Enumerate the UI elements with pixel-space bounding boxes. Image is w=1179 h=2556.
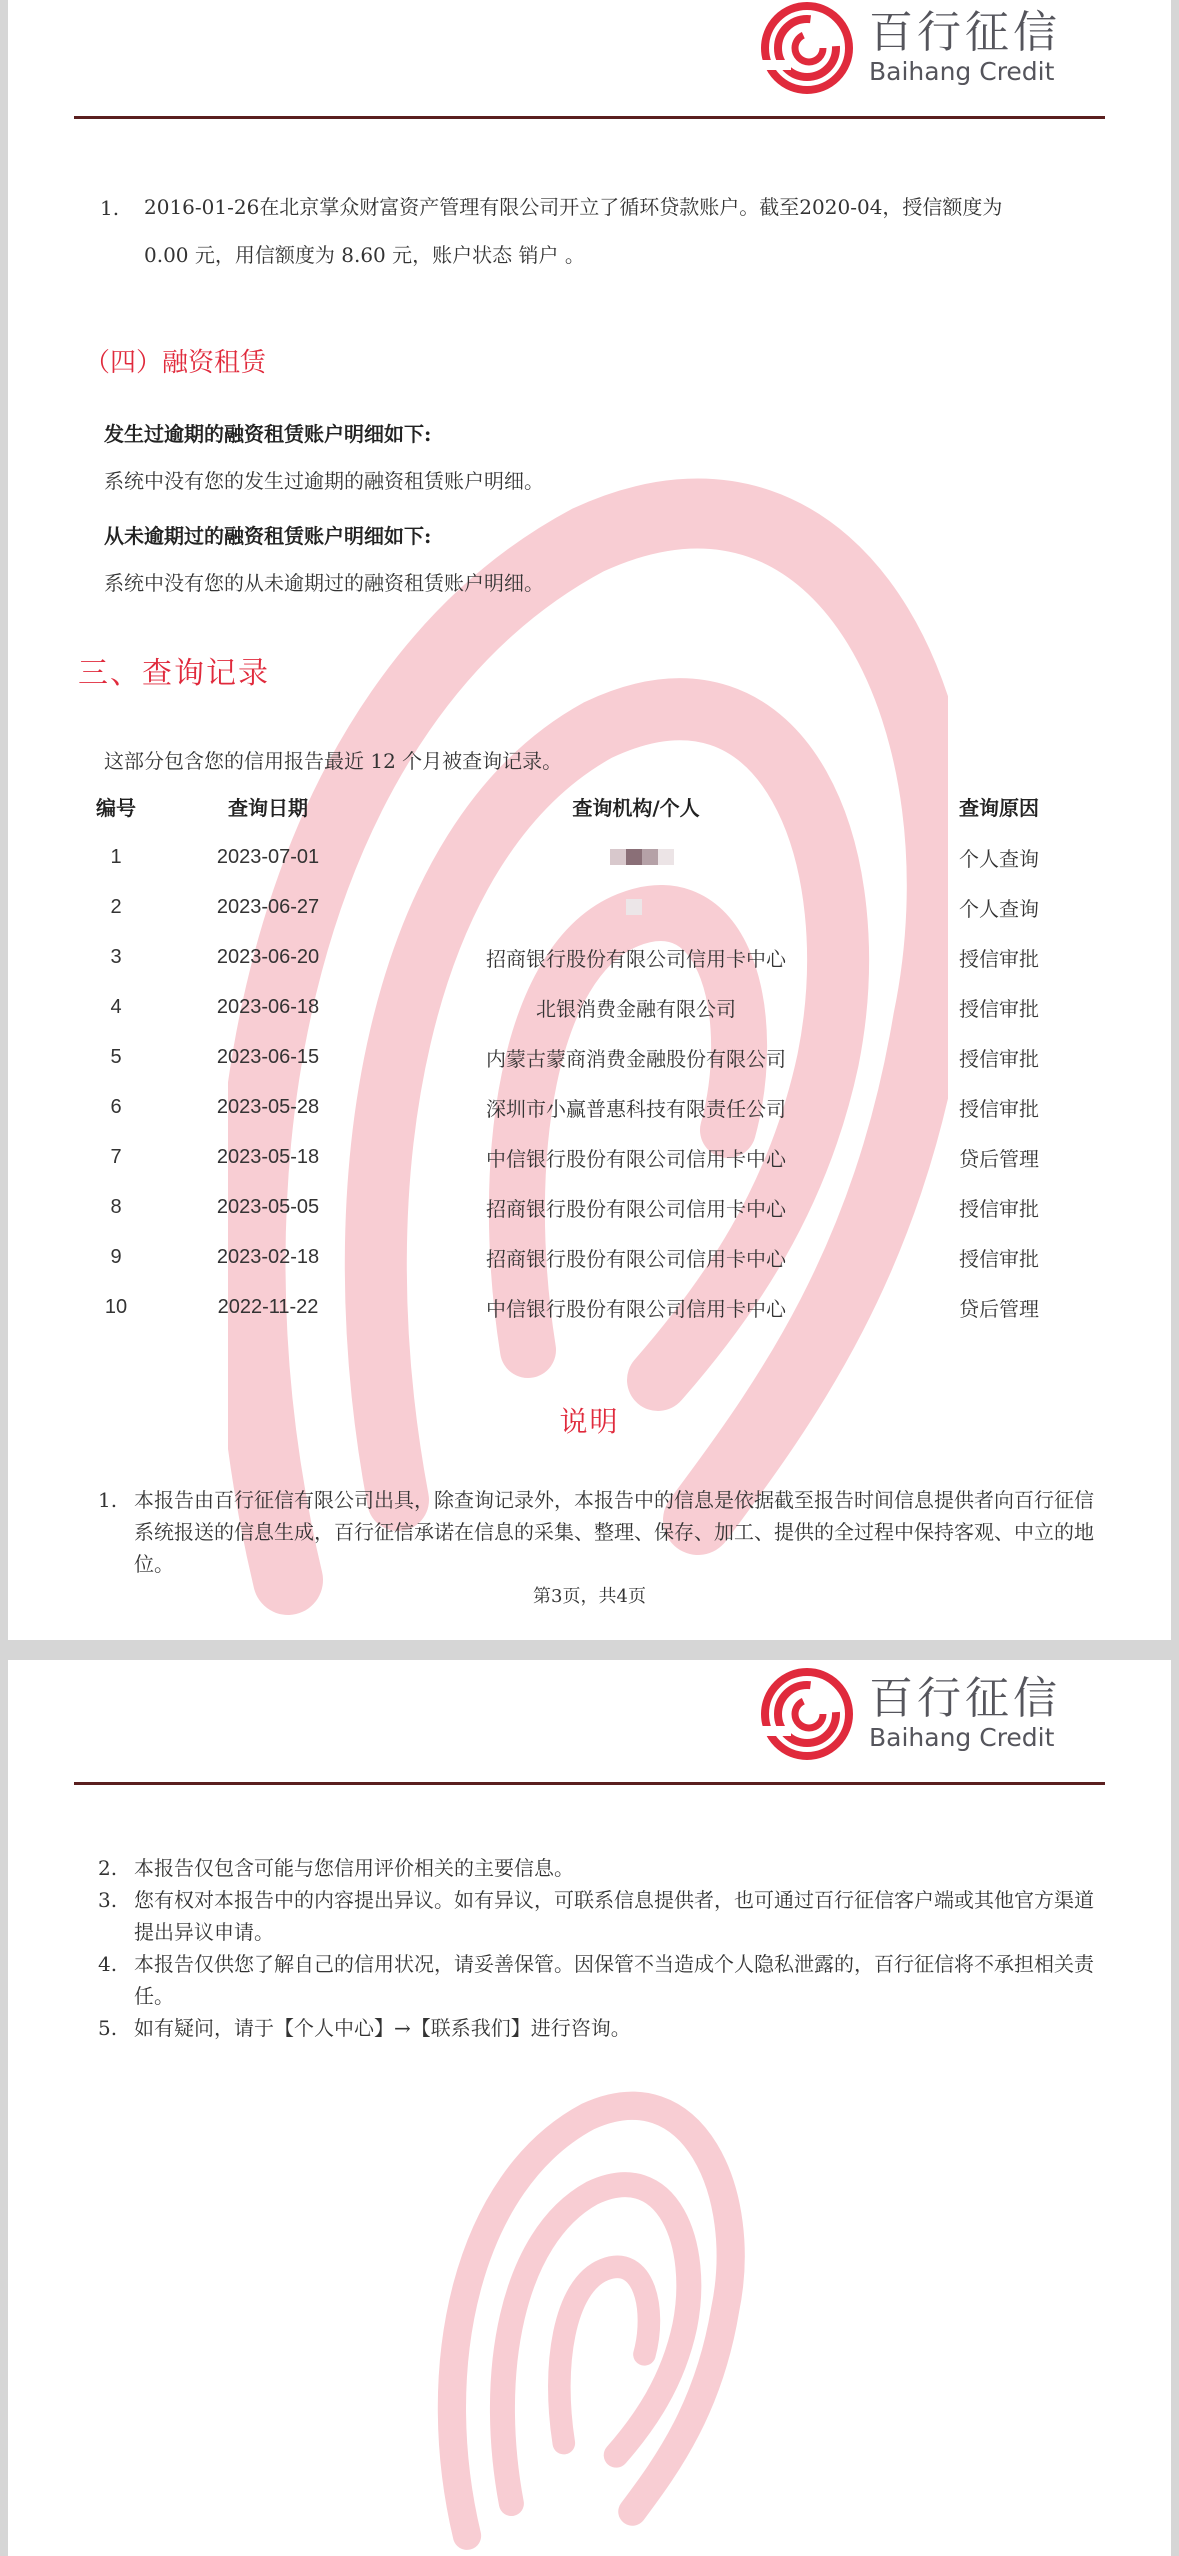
leasing-heading: （四）融资租赁 [84, 348, 267, 378]
item-number: 1. [100, 196, 120, 220]
note-text: 本报告仅供您了解自己的信用状况，请妥善保管。因保管不当造成个人隐私泄露的，百行征信将不承担相关责任。 [134, 1952, 1094, 2008]
note-number: 2. [98, 1856, 118, 1880]
table-row [74, 1082, 1104, 1132]
row-reason: 授信审批 [959, 996, 1039, 1021]
row-org: 中信银行股份有限公司信用卡中心 [486, 1146, 786, 1171]
row-date: 2023-02-18 [216, 1245, 320, 1268]
row-number: 1 [110, 845, 122, 868]
leasing-overdue-heading: 发生过逾期的融资租赁账户明细如下: [104, 422, 432, 446]
brand-name-en: Baihang Credit [869, 57, 1055, 86]
item-line-1: 2016-01-26在北京掌众财富资产管理有限公司开立了循环贷款账户。截至2020-04，授信额度为 [144, 195, 1003, 219]
row-org: 内蒙古蒙商消费金融股份有限公司 [486, 1046, 786, 1071]
column-header-reason: 查询原因 [959, 795, 1039, 820]
table-row [74, 1182, 1104, 1232]
column-header-date: 查询日期 [228, 797, 308, 820]
note-text: 您有权对本报告中的内容提出异议。如有异议，可联系信息提供者，也可通过百行征信客户端或其他官方渠道提出异议申请。 [134, 1888, 1094, 1944]
table-row [74, 1132, 1104, 1182]
note-item [98, 1484, 1108, 1580]
baihang-logo-icon [759, 0, 855, 96]
row-date: 2023-07-01 [216, 845, 320, 868]
row-org [378, 882, 894, 932]
row-reason: 授信审批 [959, 1046, 1039, 1071]
row-date: 2023-06-15 [216, 1045, 320, 1068]
row-org [378, 832, 894, 882]
row-date: 2023-06-27 [216, 895, 320, 918]
row-reason: 个人查询 [959, 896, 1039, 921]
page-footer: 第3页，共4页 [533, 1586, 646, 1607]
row-org: 深圳市小赢普惠科技有限责任公司 [486, 1096, 786, 1121]
inquiry-intro: 这部分包含您的信用报告最近 12 个月被查询记录。 [104, 749, 563, 773]
row-number: 10 [104, 1295, 128, 1318]
leasing-never-heading: 从未逾期过的融资租赁账户明细如下: [104, 524, 432, 548]
table-row [74, 1032, 1104, 1082]
row-date: 2023-05-05 [216, 1195, 320, 1218]
table-row [74, 932, 1104, 982]
row-number: 8 [110, 1195, 122, 1218]
row-org: 招商银行股份有限公司信用卡中心 [486, 946, 786, 971]
baihang-logo-icon [759, 1666, 855, 1762]
note-text: 本报告仅包含可能与您信用评价相关的主要信息。 [134, 1856, 574, 1880]
column-header-org: 查询机构/个人 [572, 795, 700, 820]
row-date: 2023-06-18 [216, 995, 320, 1018]
row-reason: 贷后管理 [959, 1296, 1039, 1321]
table-row [74, 1232, 1104, 1282]
row-number: 4 [110, 995, 122, 1018]
pixelated-redaction-icon [596, 844, 676, 870]
note-number: 3. [98, 1888, 118, 1912]
pixelated-redaction-icon [596, 894, 676, 920]
note-item [98, 2012, 1108, 2044]
note-number: 1. [98, 1488, 118, 1512]
row-number: 6 [110, 1095, 122, 1118]
item-line-2: 0.00 元，用信额度为 8.60 元，账户状态 销户 。 [144, 243, 585, 267]
brand-logo [759, 1666, 1061, 1762]
row-reason: 授信审批 [959, 946, 1039, 971]
note-item [98, 1948, 1108, 2012]
row-org: 中信银行股份有限公司信用卡中心 [486, 1296, 786, 1321]
note-item [98, 1884, 1108, 1948]
row-date: 2023-06-20 [216, 945, 320, 968]
table-row [74, 1282, 1104, 1332]
row-reason: 个人查询 [959, 846, 1039, 871]
inquiry-heading: 三、查询记录 [78, 656, 270, 691]
brand-name-cn: 百行征信 [869, 1673, 1061, 1724]
row-reason: 授信审批 [959, 1246, 1039, 1271]
row-number: 3 [110, 945, 122, 968]
row-reason: 授信审批 [959, 1096, 1039, 1121]
row-number: 5 [110, 1045, 122, 1068]
row-date: 2023-05-18 [216, 1145, 320, 1168]
table-row [74, 832, 1104, 882]
table-row [74, 882, 1104, 932]
leasing-overdue-text: 系统中没有您的发生过逾期的融资租赁账户明细。 [104, 469, 544, 493]
column-header-number: 编号 [96, 795, 136, 820]
brand-name-en: Baihang Credit [869, 1723, 1055, 1752]
fingerprint-watermark-icon [228, 2060, 948, 2556]
report-page-4 [8, 1660, 1171, 2556]
row-date: 2022-11-22 [217, 1295, 319, 1318]
leasing-never-text: 系统中没有您的从未逾期过的融资租赁账户明细。 [104, 571, 544, 595]
row-reason: 授信审批 [959, 1196, 1039, 1221]
note-text: 本报告由百行征信有限公司出具，除查询记录外，本报告中的信息是依据截至报告时间信息提供者向百行征信系统报送的信息生成，百行征信承诺在信息的采集、整理、保存、加工、提供的全过程中保持客观、中立的地位。 [134, 1488, 1094, 1576]
notes-heading: 说明 [559, 1405, 620, 1438]
table-row [74, 982, 1104, 1032]
note-text: 如有疑问，请于【个人中心】→【联系我们】进行咨询。 [134, 2016, 631, 2040]
brand-name-cn: 百行征信 [869, 7, 1061, 58]
header-divider [74, 1782, 1105, 1785]
row-org: 招商银行股份有限公司信用卡中心 [486, 1246, 786, 1271]
inquiry-table [74, 780, 1104, 1332]
brand-logo [759, 0, 1061, 96]
row-number: 7 [110, 1145, 122, 1168]
table-header-row [74, 780, 1104, 832]
row-reason: 贷后管理 [959, 1146, 1039, 1171]
row-number: 9 [110, 1245, 122, 1268]
note-number: 4. [98, 1952, 118, 1976]
row-number: 2 [110, 895, 122, 918]
note-number: 5. [98, 2016, 118, 2040]
row-org: 招商银行股份有限公司信用卡中心 [486, 1196, 786, 1221]
row-org: 北银消费金融有限公司 [536, 996, 736, 1021]
header-divider [74, 116, 1105, 119]
report-page-3 [8, 0, 1171, 1640]
row-date: 2023-05-28 [216, 1095, 320, 1118]
note-item [98, 1852, 1108, 1884]
